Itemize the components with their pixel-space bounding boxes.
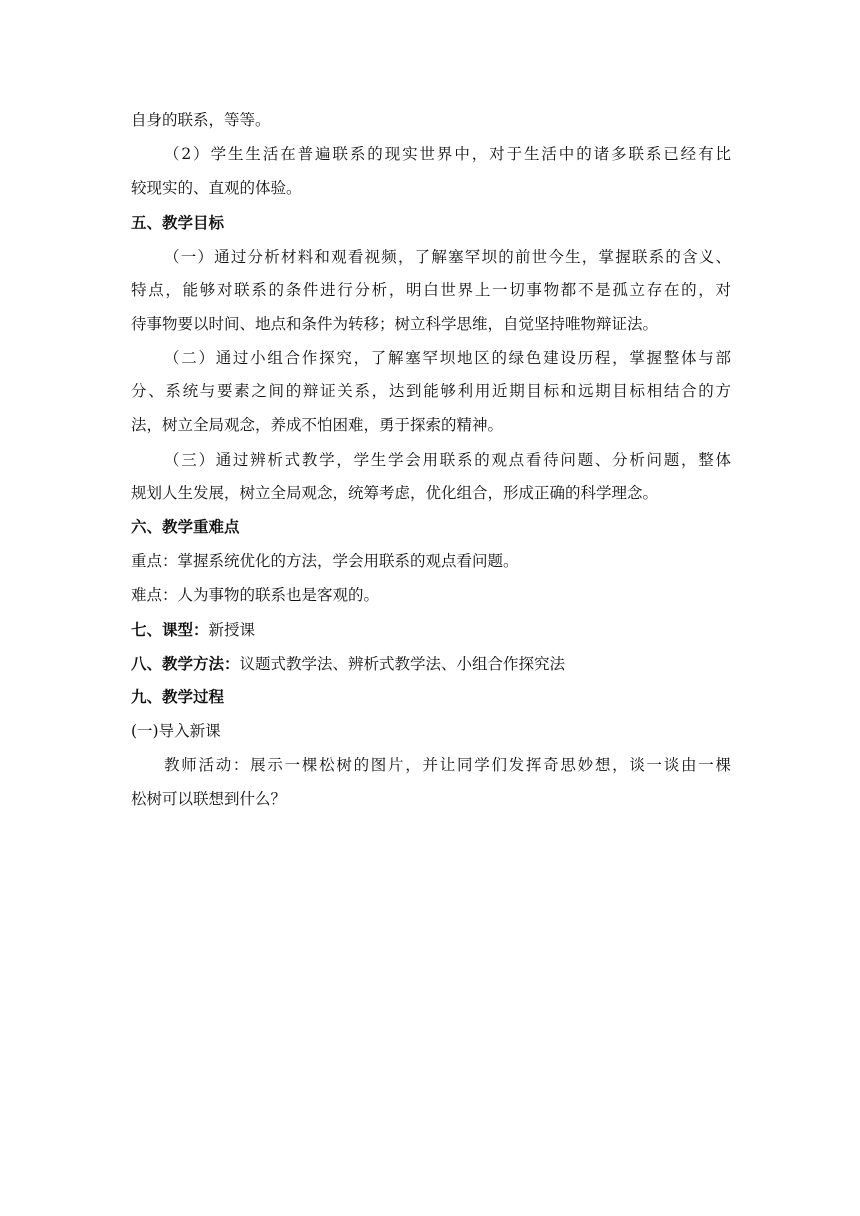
section-label: 七、课型： bbox=[131, 620, 209, 639]
section-heading-9: 九、教学过程 bbox=[131, 687, 225, 706]
section-label: 八、教学方法： bbox=[131, 654, 240, 673]
section-value: 议题式教学法、辨析式教学法、小组合作探究法 bbox=[239, 655, 566, 673]
paragraph-line: 分、系统与要素之间的辩证关系，达到能够利用近期目标和远期目标相结合的方 bbox=[131, 382, 731, 400]
section-heading-6: 六、教学重难点 bbox=[131, 517, 240, 536]
difficult-point-line: 难点：人为事物的联系也是客观的。 bbox=[131, 586, 380, 604]
paragraph-line: （一）通过分析材料和观看视频，了解塞罕坝的前世今生，掌握联系的含义、 bbox=[164, 248, 731, 266]
paragraph-line: 待事物要以时间、地点和条件为转移；树立科学思维，自觉坚持唯物辩证法。 bbox=[131, 315, 659, 333]
section-heading-5: 五、教学目标 bbox=[131, 213, 225, 232]
paragraph-line: 较现实的、直观的体验。 bbox=[131, 179, 302, 197]
paragraph-line: （三）通过辨析式教学，学生学会用联系的观点看待问题、分析问题，整体 bbox=[164, 451, 731, 469]
paragraph-line: 规划人生发展，树立全局观念，统筹考虑，优化组合，形成正确的科学理念。 bbox=[131, 484, 659, 502]
subsection-heading: (一)导入新课 bbox=[131, 722, 221, 740]
section-heading-7 bbox=[131, 620, 731, 640]
paragraph-line: 教师活动：展示一棵松树的图片，并让同学们发挥奇思妙想，谈一谈由一棵 bbox=[164, 756, 731, 774]
section-heading-8 bbox=[131, 654, 731, 674]
paragraph-line: （二）通过小组合作探究，了解塞罕坝地区的绿色建设历程，掌握整体与部 bbox=[164, 349, 731, 367]
key-point-line: 重点：掌握系统优化的方法，学会用联系的观点看问题。 bbox=[131, 552, 519, 570]
section-value: 新授课 bbox=[208, 621, 256, 639]
paragraph-line: 法，树立全局观念，养成不怕困难，勇于探索的精神。 bbox=[131, 416, 504, 434]
paragraph-line: 特点，能够对联系的条件进行分析，明白世界上一切事物都不是孤立存在的，对 bbox=[131, 281, 731, 299]
paragraph-line: （2）学生生活在普遍联系的现实世界中，对于生活中的诸多联系已经有比 bbox=[164, 145, 731, 163]
paragraph-line: 自身的联系，等等。 bbox=[131, 111, 271, 129]
paragraph-line: 松树可以联想到什么？ bbox=[131, 790, 287, 808]
